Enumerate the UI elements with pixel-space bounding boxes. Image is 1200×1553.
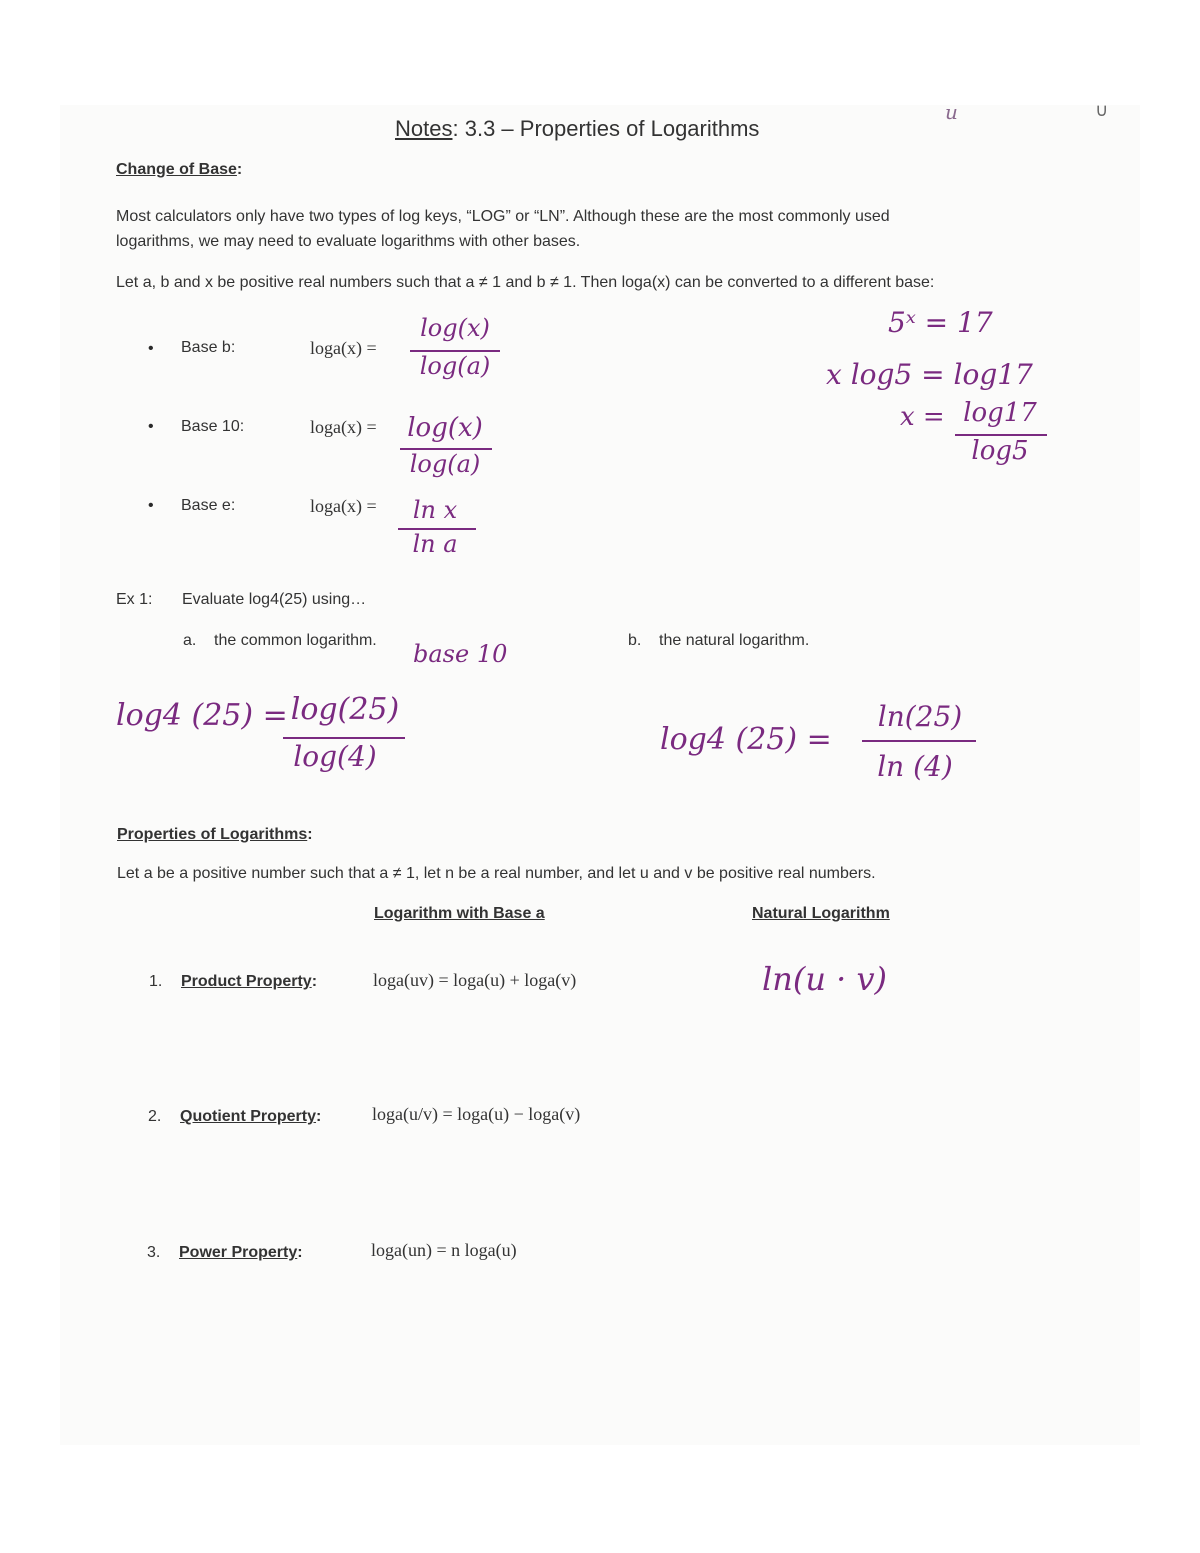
answer-a-fraction-bar <box>283 737 405 739</box>
base-e-lhs: loga(x) = <box>310 496 377 516</box>
base-10-denominator: log(a) <box>409 450 481 478</box>
example-prompt: Evaluate log4(25) using… <box>182 591 367 608</box>
corner-mark-2: ∪ <box>1095 100 1109 120</box>
base-b-denominator: log(a) <box>419 352 491 380</box>
part-a-letter: a. <box>183 632 197 649</box>
base-10-label: Base 10: <box>181 418 245 435</box>
example-label: Ex 1: <box>116 591 153 608</box>
bullet-icon: • <box>148 497 154 514</box>
change-of-base-heading: Change of Base: <box>116 161 243 178</box>
quotient-property-name: Quotient Property: <box>180 1108 322 1125</box>
part-b-letter: b. <box>628 632 642 649</box>
properties-heading: Properties of Logarithms: <box>117 826 313 843</box>
bullet-icon: • <box>148 340 154 357</box>
quotient-property-formula: loga(u/v) = loga(u) − loga(v) <box>372 1104 581 1124</box>
property-number: 3. <box>147 1244 161 1261</box>
product-property-formula: loga(uv) = loga(u) + loga(v) <box>373 970 577 990</box>
answer-a-lhs: log4 (25) = <box>116 698 288 733</box>
power-property-name: Power Property: <box>179 1244 303 1261</box>
side-work-line-1: 5ˣ = 17 <box>888 306 993 339</box>
page-title <box>395 116 759 142</box>
base-e-denominator: ln a <box>412 530 458 558</box>
intro-line-3: Let a, b and x be positive real numbers such that a ≠ 1 and b ≠ 1. Then loga(x) can be converted to a different base: <box>116 274 935 291</box>
answer-a-denominator: log(4) <box>293 740 377 773</box>
intro-line-1: Most calculators only have two types of log keys, “LOG” or “LN”. Although these are the most commonly used <box>116 208 890 225</box>
side-work-line-3-lhs: x = <box>900 402 945 432</box>
base-e-label: Base e: <box>181 497 236 514</box>
base-b-label: Base b: <box>181 339 236 356</box>
bullet-icon: • <box>148 418 154 435</box>
answer-b-numerator: ln(25) <box>877 700 963 733</box>
side-work-denominator: log5 <box>971 436 1029 466</box>
title-rest: 3.3 – Properties of Logarithms <box>458 116 760 141</box>
intro-line-2: logarithms, we may need to evaluate logarithms with other bases. <box>116 233 581 250</box>
column-header-base-a: Logarithm with Base a <box>374 905 545 922</box>
side-work-numerator: log17 <box>963 398 1037 428</box>
corner-mark: u <box>945 100 958 124</box>
part-b-text: the natural logarithm. <box>659 632 810 649</box>
title-notes-label: Notes <box>395 116 453 141</box>
base-10-lhs: loga(x) = <box>310 417 377 437</box>
answer-a-numerator: log(25) <box>290 692 400 727</box>
property-number: 1. <box>149 973 163 990</box>
properties-intro: Let a be a positive number such that a ≠ 1, let n be a real number, and let u and v be positive real numbers. <box>117 865 876 882</box>
part-a-note: base 10 <box>413 640 508 668</box>
base-b-lhs: loga(x) = <box>310 338 377 358</box>
power-property-formula: loga(un) = n loga(u) <box>371 1240 517 1260</box>
product-property-name: Product Property: <box>181 973 318 990</box>
base-b-numerator: log(x) <box>420 314 490 342</box>
part-a-text: the common logarithm. <box>214 632 377 649</box>
answer-b-denominator: ln (4) <box>877 750 953 783</box>
answer-b-fraction-bar <box>862 740 976 742</box>
product-natural-handwritten: ln(u · v) <box>762 960 888 998</box>
answer-b-lhs: log4 (25) = <box>660 722 832 757</box>
property-number: 2. <box>148 1108 162 1125</box>
title-colon: : <box>452 116 459 141</box>
side-work-line-2: x log5 = log17 <box>826 358 1033 391</box>
base-10-numerator: log(x) <box>407 413 483 443</box>
base-e-numerator: ln x <box>412 496 458 524</box>
column-header-natural: Natural Logarithm <box>752 905 890 922</box>
